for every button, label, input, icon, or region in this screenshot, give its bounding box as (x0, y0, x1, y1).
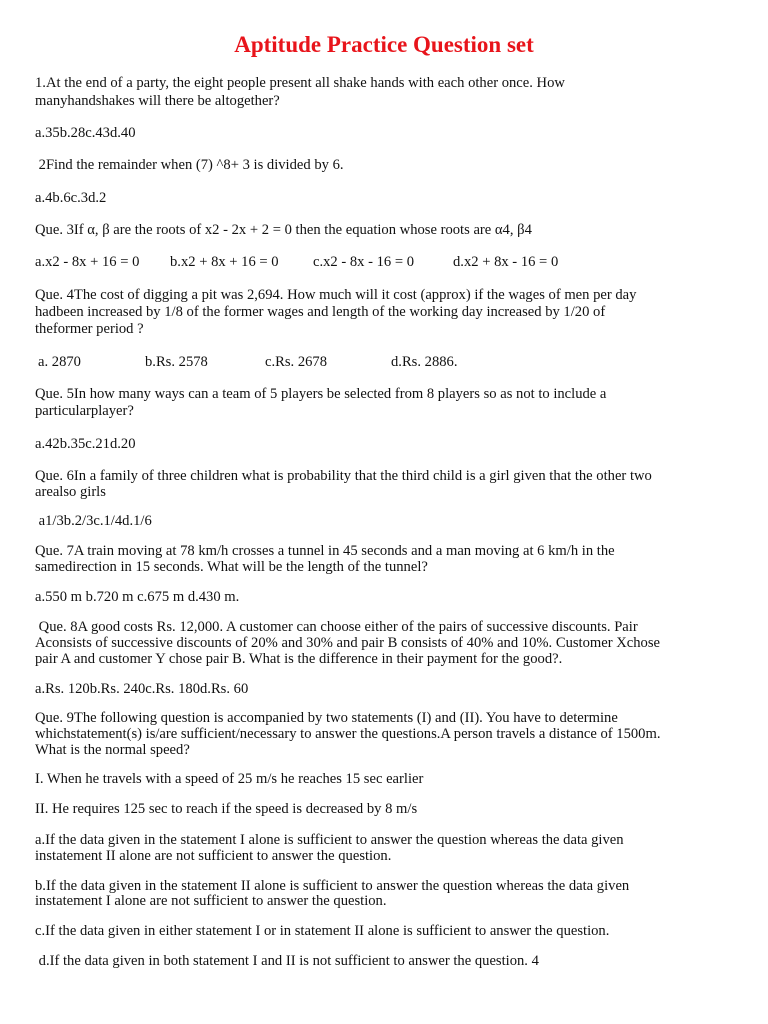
q1-options: a.35b.28c.43d.40 (35, 125, 136, 141)
q3-option-b: b.x2 + 8x + 16 = 0 (170, 254, 279, 270)
q1-text-line-1: 1.At the end of a party, the eight people present all shake hands with each other once. How (35, 75, 565, 91)
q4-text-line-2: hadbeen increased by 1/8 of the former wages and length of the working day increased by 1/20 of (35, 304, 606, 320)
q6-text-line-1: Que. 6In a family of three children what is probability that the third child is a girl given that the other two (35, 468, 652, 484)
q9-option-d: d.If the data given in both statement I and II is not sufficient to answer the question. 4 (35, 953, 539, 969)
q3-option-c: c.x2 - 8x - 16 = 0 (313, 254, 415, 270)
q3-option-d: d.x2 + 8x - 16 = 0 (453, 254, 559, 270)
q9-option-b-line-1: b.If the data given in the statement II alone is sufficient to answer the question whereas the data given (35, 878, 630, 894)
q9-text-line-1: Que. 9The following question is accompanied by two statements (I) and (II). You have to determine (35, 710, 618, 726)
q9-statement-2: II. He requires 125 sec to reach if the speed is decreased by 8 m/s (35, 801, 418, 817)
q7-text-line-1: Que. 7A train moving at 78 km/h crosses a tunnel in 45 seconds and a man moving at 6 km/h in the (35, 543, 615, 559)
q9-statement-1: I. When he travels with a speed of 25 m/s he reaches 15 sec earlier (35, 771, 424, 787)
q5-options: a.42b.35c.21d.20 (35, 436, 136, 452)
q9-option-c: c.If the data given in either statement I or in statement II alone is sufficient to answer the question. (35, 923, 610, 939)
q1-text-line-2: manyhandshakes will there be altogether? (35, 93, 280, 109)
q4-option-a: a. 2870 (38, 354, 81, 370)
q9-option-b-line-2: instatement I alone are not sufficient to answer the question. (35, 893, 387, 909)
q3-option-a: a.x2 - 8x + 16 = 0 (35, 254, 140, 270)
q5-text-line-2: particularplayer? (35, 403, 134, 419)
q7-text-line-2: samedirection in 15 seconds. What will be the length of the tunnel? (35, 559, 428, 575)
q6-text-line-2: arealso girls (35, 484, 106, 500)
q4-option-c: c.Rs. 2678 (265, 354, 328, 370)
q8-text-line-2: Aconsists of successive discounts of 20% and 30% and pair B consists of 40% and 10%. Customer Xchose (35, 635, 661, 651)
q2-options: a.4b.6c.3d.2 (35, 190, 107, 206)
q9-option-a-line-2: instatement II alone are not sufficient to answer the question. (35, 848, 392, 864)
q7-options: a.550 m b.720 m c.675 m d.430 m. (35, 589, 240, 605)
q4-text-line-1: Que. 4The cost of digging a pit was 2,694. How much will it cost (approx) if the wages of men per day (35, 287, 637, 303)
q8-text-line-1: Que. 8A good costs Rs. 12,000. A customer can choose either of the pairs of successive discounts. Pair (35, 619, 638, 635)
q4-option-d: d.Rs. 2886. (391, 354, 458, 370)
q9-text-line-2: whichstatement(s) is/are sufficient/necessary to answer the questions.A person travels a distance of 1500m. (35, 726, 661, 742)
q9-text-line-3: What is the normal speed? (35, 742, 190, 758)
q2-text: 2Find the remainder when (7) ^8+ 3 is divided by 6. (35, 157, 344, 173)
q3-text: Que. 3If α, β are the roots of x2 - 2x + 2 = 0 then the equation whose roots are α4, β4 (35, 222, 532, 238)
q5-text-line-1: Que. 5In how many ways can a team of 5 players be selected from 8 players so as not to include a (35, 386, 607, 402)
page-title: Aptitude Practice Question set (234, 32, 534, 57)
q9-option-a-line-1: a.If the data given in the statement I alone is sufficient to answer the question whereas the data given (35, 832, 624, 848)
q6-options: a1/3b.2/3c.1/4d.1/6 (35, 513, 152, 529)
q8-options: a.Rs. 120b.Rs. 240c.Rs. 180d.Rs. 60 (35, 681, 249, 697)
q8-text-line-3: pair A and customer Y chose pair B. What is the difference in their payment for the good?. (35, 651, 563, 667)
q4-option-b: b.Rs. 2578 (145, 354, 208, 370)
q4-text-line-3: theformer period ? (35, 321, 144, 337)
